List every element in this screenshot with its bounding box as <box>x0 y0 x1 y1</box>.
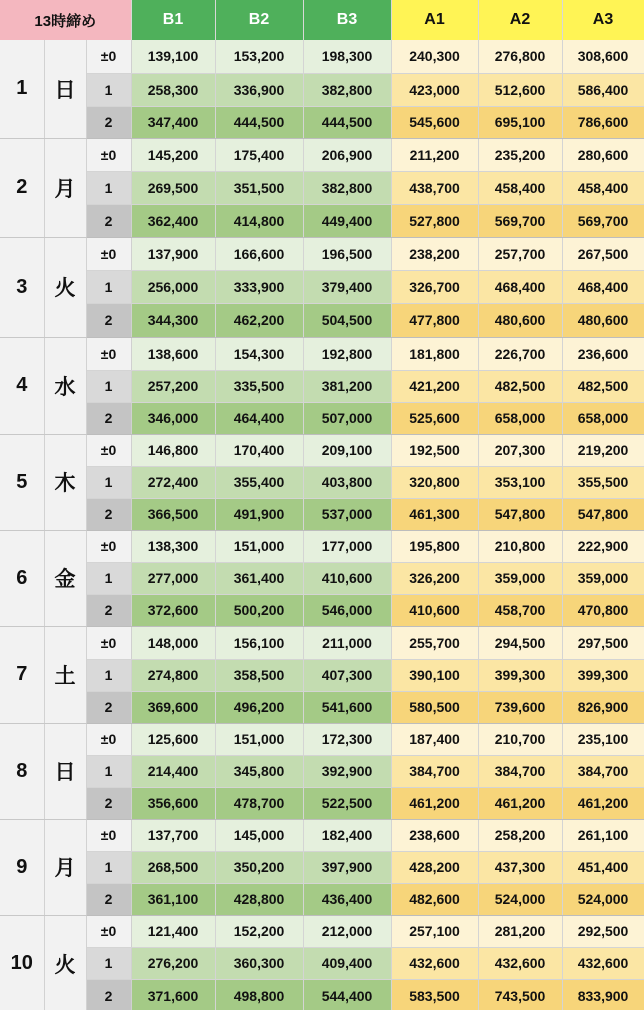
price-cell: 695,100 <box>478 106 562 138</box>
level-label: 1 <box>86 73 131 106</box>
price-cell: 258,200 <box>478 819 562 851</box>
price-cell: 153,200 <box>215 40 303 73</box>
weekday-label: 金 <box>44 530 86 626</box>
table-row <box>0 40 644 73</box>
price-cell: 399,300 <box>478 659 562 691</box>
column-header-a2: A2 <box>478 0 562 40</box>
price-cell: 403,800 <box>303 466 391 498</box>
price-cell: 382,800 <box>303 171 391 204</box>
price-cell: 544,400 <box>303 979 391 1010</box>
price-cell: 209,100 <box>303 434 391 466</box>
table-row <box>0 915 644 947</box>
level-label: ±0 <box>86 138 131 171</box>
price-cell: 351,500 <box>215 171 303 204</box>
price-cell: 480,600 <box>478 303 562 337</box>
table-row <box>0 337 644 370</box>
price-cell: 138,300 <box>131 530 215 562</box>
day-number: 3 <box>0 237 44 337</box>
weekday-label: 木 <box>44 434 86 530</box>
price-cell: 267,500 <box>562 237 644 270</box>
price-cell: 739,600 <box>478 691 562 723</box>
price-cell: 436,400 <box>303 883 391 915</box>
level-label: 1 <box>86 947 131 979</box>
price-cell: 353,100 <box>478 466 562 498</box>
level-label: ±0 <box>86 337 131 370</box>
level-label: ±0 <box>86 915 131 947</box>
price-cell: 181,800 <box>391 337 478 370</box>
table-row <box>0 883 644 915</box>
price-cell: 390,100 <box>391 659 478 691</box>
price-cell: 212,000 <box>303 915 391 947</box>
price-cell: 240,300 <box>391 40 478 73</box>
day-number: 6 <box>0 530 44 626</box>
price-cell: 356,600 <box>131 787 215 819</box>
table-row <box>0 402 644 434</box>
price-cell: 256,000 <box>131 270 215 303</box>
price-cell: 382,800 <box>303 73 391 106</box>
price-cell: 196,500 <box>303 237 391 270</box>
table-row <box>0 171 644 204</box>
price-cell: 198,300 <box>303 40 391 73</box>
price-cell: 192,500 <box>391 434 478 466</box>
table-row <box>0 819 644 851</box>
level-label: ±0 <box>86 819 131 851</box>
table-row <box>0 530 644 562</box>
price-cell: 211,000 <box>303 626 391 659</box>
price-cell: 371,600 <box>131 979 215 1010</box>
price-cell: 524,000 <box>562 883 644 915</box>
price-cell: 458,400 <box>562 171 644 204</box>
price-cell: 414,800 <box>215 204 303 237</box>
price-cell: 166,600 <box>215 237 303 270</box>
price-cell: 444,500 <box>303 106 391 138</box>
price-cell: 580,500 <box>391 691 478 723</box>
day-number: 9 <box>0 819 44 915</box>
weekday-label: 土 <box>44 626 86 723</box>
price-cell: 658,000 <box>478 402 562 434</box>
price-cell: 222,900 <box>562 530 644 562</box>
price-cell: 255,700 <box>391 626 478 659</box>
level-label: 1 <box>86 171 131 204</box>
price-cell: 524,000 <box>478 883 562 915</box>
price-cell: 361,400 <box>215 562 303 594</box>
price-cell: 236,600 <box>562 337 644 370</box>
price-cell: 444,500 <box>215 106 303 138</box>
weekday-label: 月 <box>44 138 86 237</box>
table-row <box>0 979 644 1010</box>
price-cell: 384,700 <box>478 755 562 787</box>
price-cell: 451,400 <box>562 851 644 883</box>
price-cell: 211,200 <box>391 138 478 171</box>
level-label: 2 <box>86 303 131 337</box>
weekday-label: 火 <box>44 915 86 1010</box>
price-cell: 470,800 <box>562 594 644 626</box>
price-cell: 480,600 <box>562 303 644 337</box>
table-row <box>0 626 644 659</box>
price-cell: 214,400 <box>131 755 215 787</box>
price-cell: 491,900 <box>215 498 303 530</box>
level-label: 2 <box>86 883 131 915</box>
table-row <box>0 270 644 303</box>
price-cell: 461,300 <box>391 498 478 530</box>
price-cell: 743,500 <box>478 979 562 1010</box>
price-cell: 461,200 <box>562 787 644 819</box>
price-table-body <box>0 40 644 1010</box>
weekday-label: 水 <box>44 337 86 434</box>
day-number: 5 <box>0 434 44 530</box>
price-cell: 320,800 <box>391 466 478 498</box>
weekday-label: 日 <box>44 40 86 138</box>
price-cell: 547,800 <box>478 498 562 530</box>
price-cell: 361,100 <box>131 883 215 915</box>
price-cell: 308,600 <box>562 40 644 73</box>
level-label: 2 <box>86 204 131 237</box>
price-cell: 409,400 <box>303 947 391 979</box>
day-number: 7 <box>0 626 44 723</box>
price-cell: 274,800 <box>131 659 215 691</box>
price-cell: 145,200 <box>131 138 215 171</box>
level-label: ±0 <box>86 530 131 562</box>
price-cell: 257,700 <box>478 237 562 270</box>
price-cell: 195,800 <box>391 530 478 562</box>
price-cell: 292,500 <box>562 915 644 947</box>
price-cell: 238,200 <box>391 237 478 270</box>
table-row <box>0 562 644 594</box>
price-cell: 219,200 <box>562 434 644 466</box>
price-cell: 151,000 <box>215 723 303 755</box>
level-label: ±0 <box>86 237 131 270</box>
table-row <box>0 659 644 691</box>
table-row <box>0 370 644 402</box>
price-cell: 281,200 <box>478 915 562 947</box>
price-cell: 276,200 <box>131 947 215 979</box>
table-row <box>0 466 644 498</box>
price-cell: 335,500 <box>215 370 303 402</box>
price-cell: 272,400 <box>131 466 215 498</box>
price-cell: 151,000 <box>215 530 303 562</box>
price-cell: 522,500 <box>303 787 391 819</box>
price-cell: 462,200 <box>215 303 303 337</box>
level-label: 1 <box>86 755 131 787</box>
price-cell: 294,500 <box>478 626 562 659</box>
price-cell: 138,600 <box>131 337 215 370</box>
day-number: 10 <box>0 915 44 1010</box>
price-cell: 359,000 <box>478 562 562 594</box>
price-cell: 177,000 <box>303 530 391 562</box>
level-label: 1 <box>86 659 131 691</box>
price-cell: 410,600 <box>391 594 478 626</box>
price-cell: 826,900 <box>562 691 644 723</box>
price-cell: 297,500 <box>562 626 644 659</box>
day-number: 1 <box>0 40 44 138</box>
price-cell: 507,000 <box>303 402 391 434</box>
price-cell: 423,000 <box>391 73 478 106</box>
price-cell: 658,000 <box>562 402 644 434</box>
table-row <box>0 594 644 626</box>
table-row <box>0 851 644 883</box>
level-label: 2 <box>86 498 131 530</box>
table-row <box>0 204 644 237</box>
column-header-a3: A3 <box>562 0 644 40</box>
day-number: 8 <box>0 723 44 819</box>
price-cell: 366,500 <box>131 498 215 530</box>
price-cell: 152,200 <box>215 915 303 947</box>
price-cell: 381,200 <box>303 370 391 402</box>
column-header-b1: B1 <box>131 0 215 40</box>
price-cell: 145,000 <box>215 819 303 851</box>
weekday-label: 火 <box>44 237 86 337</box>
price-cell: 139,100 <box>131 40 215 73</box>
price-cell: 461,200 <box>391 787 478 819</box>
level-label: 2 <box>86 402 131 434</box>
price-cell: 525,600 <box>391 402 478 434</box>
price-cell: 833,900 <box>562 979 644 1010</box>
price-cell: 235,100 <box>562 723 644 755</box>
price-cell: 786,600 <box>562 106 644 138</box>
price-cell: 333,900 <box>215 270 303 303</box>
price-cell: 238,600 <box>391 819 478 851</box>
column-header-b2: B2 <box>215 0 303 40</box>
table-row <box>0 755 644 787</box>
price-cell: 280,600 <box>562 138 644 171</box>
price-cell: 512,600 <box>478 73 562 106</box>
table-row <box>0 138 644 171</box>
price-cell: 541,600 <box>303 691 391 723</box>
price-cell: 148,000 <box>131 626 215 659</box>
price-cell: 468,400 <box>478 270 562 303</box>
price-cell: 482,500 <box>478 370 562 402</box>
price-cell: 347,400 <box>131 106 215 138</box>
table-row <box>0 106 644 138</box>
price-cell: 257,100 <box>391 915 478 947</box>
table-row <box>0 237 644 270</box>
weekday-label: 月 <box>44 819 86 915</box>
price-cell: 268,500 <box>131 851 215 883</box>
price-cell: 257,200 <box>131 370 215 402</box>
price-cell: 369,600 <box>131 691 215 723</box>
column-header-b3: B3 <box>303 0 391 40</box>
price-cell: 326,700 <box>391 270 478 303</box>
price-cell: 360,300 <box>215 947 303 979</box>
price-cell: 372,600 <box>131 594 215 626</box>
price-cell: 421,200 <box>391 370 478 402</box>
level-label: 2 <box>86 106 131 138</box>
price-cell: 482,500 <box>562 370 644 402</box>
level-label: 1 <box>86 270 131 303</box>
price-cell: 397,900 <box>303 851 391 883</box>
table-row <box>0 723 644 755</box>
price-cell: 258,300 <box>131 73 215 106</box>
table-row <box>0 691 644 723</box>
level-label: ±0 <box>86 626 131 659</box>
price-cell: 500,200 <box>215 594 303 626</box>
table-row <box>0 303 644 337</box>
price-cell: 261,100 <box>562 819 644 851</box>
level-label: 2 <box>86 979 131 1010</box>
price-cell: 170,400 <box>215 434 303 466</box>
price-cell: 437,300 <box>478 851 562 883</box>
price-cell: 432,600 <box>478 947 562 979</box>
level-label: 1 <box>86 851 131 883</box>
price-cell: 498,800 <box>215 979 303 1010</box>
price-cell: 478,700 <box>215 787 303 819</box>
price-cell: 458,700 <box>478 594 562 626</box>
price-cell: 137,900 <box>131 237 215 270</box>
price-cell: 121,400 <box>131 915 215 947</box>
price-cell: 547,800 <box>562 498 644 530</box>
day-number: 2 <box>0 138 44 237</box>
price-cell: 504,500 <box>303 303 391 337</box>
level-label: 2 <box>86 691 131 723</box>
price-cell: 154,300 <box>215 337 303 370</box>
price-cell: 355,400 <box>215 466 303 498</box>
table-row <box>0 498 644 530</box>
table-row <box>0 787 644 819</box>
price-cell: 269,500 <box>131 171 215 204</box>
price-cell: 379,400 <box>303 270 391 303</box>
price-cell: 482,600 <box>391 883 478 915</box>
level-label: 1 <box>86 562 131 594</box>
price-cell: 210,800 <box>478 530 562 562</box>
price-cell: 432,600 <box>391 947 478 979</box>
price-cell: 187,400 <box>391 723 478 755</box>
price-cell: 428,800 <box>215 883 303 915</box>
price-cell: 438,700 <box>391 171 478 204</box>
price-cell: 384,700 <box>562 755 644 787</box>
price-cell: 583,500 <box>391 979 478 1010</box>
price-cell: 477,800 <box>391 303 478 337</box>
price-cell: 362,400 <box>131 204 215 237</box>
price-cell: 392,900 <box>303 755 391 787</box>
day-number: 4 <box>0 337 44 434</box>
price-cell: 336,900 <box>215 73 303 106</box>
level-label: ±0 <box>86 434 131 466</box>
price-cell: 428,200 <box>391 851 478 883</box>
price-cell: 355,500 <box>562 466 644 498</box>
price-cell: 146,800 <box>131 434 215 466</box>
price-cell: 410,600 <box>303 562 391 594</box>
price-cell: 277,000 <box>131 562 215 594</box>
price-cell: 206,900 <box>303 138 391 171</box>
price-cell: 172,300 <box>303 723 391 755</box>
price-cell: 464,400 <box>215 402 303 434</box>
table-row <box>0 73 644 106</box>
table-row <box>0 434 644 466</box>
price-cell: 346,000 <box>131 402 215 434</box>
price-cell: 468,400 <box>562 270 644 303</box>
level-label: 2 <box>86 594 131 626</box>
price-cell: 358,500 <box>215 659 303 691</box>
price-cell: 175,400 <box>215 138 303 171</box>
price-cell: 344,300 <box>131 303 215 337</box>
level-label: 1 <box>86 370 131 402</box>
price-cell: 156,100 <box>215 626 303 659</box>
price-cell: 496,200 <box>215 691 303 723</box>
level-label: 2 <box>86 787 131 819</box>
price-cell: 461,200 <box>478 787 562 819</box>
price-cell: 210,700 <box>478 723 562 755</box>
price-cell: 399,300 <box>562 659 644 691</box>
price-cell: 384,700 <box>391 755 478 787</box>
price-cell: 235,200 <box>478 138 562 171</box>
price-cell: 569,700 <box>478 204 562 237</box>
header-row <box>0 0 644 40</box>
price-cell: 527,800 <box>391 204 478 237</box>
price-cell: 545,600 <box>391 106 478 138</box>
price-cell: 125,600 <box>131 723 215 755</box>
price-cell: 569,700 <box>562 204 644 237</box>
level-label: ±0 <box>86 40 131 73</box>
deadline-header: 13時締め <box>0 0 131 40</box>
price-cell: 182,400 <box>303 819 391 851</box>
weekday-label: 日 <box>44 723 86 819</box>
price-cell: 345,800 <box>215 755 303 787</box>
price-cell: 449,400 <box>303 204 391 237</box>
price-cell: 350,200 <box>215 851 303 883</box>
column-header-a1: A1 <box>391 0 478 40</box>
price-cell: 432,600 <box>562 947 644 979</box>
price-cell: 546,000 <box>303 594 391 626</box>
price-cell: 192,800 <box>303 337 391 370</box>
price-cell: 137,700 <box>131 819 215 851</box>
level-label: ±0 <box>86 723 131 755</box>
price-cell: 207,300 <box>478 434 562 466</box>
table-row <box>0 947 644 979</box>
price-cell: 226,700 <box>478 337 562 370</box>
price-cell: 458,400 <box>478 171 562 204</box>
price-cell: 359,000 <box>562 562 644 594</box>
price-cell: 326,200 <box>391 562 478 594</box>
level-label: 1 <box>86 466 131 498</box>
price-cell: 407,300 <box>303 659 391 691</box>
price-cell: 586,400 <box>562 73 644 106</box>
price-cell: 276,800 <box>478 40 562 73</box>
price-cell: 537,000 <box>303 498 391 530</box>
